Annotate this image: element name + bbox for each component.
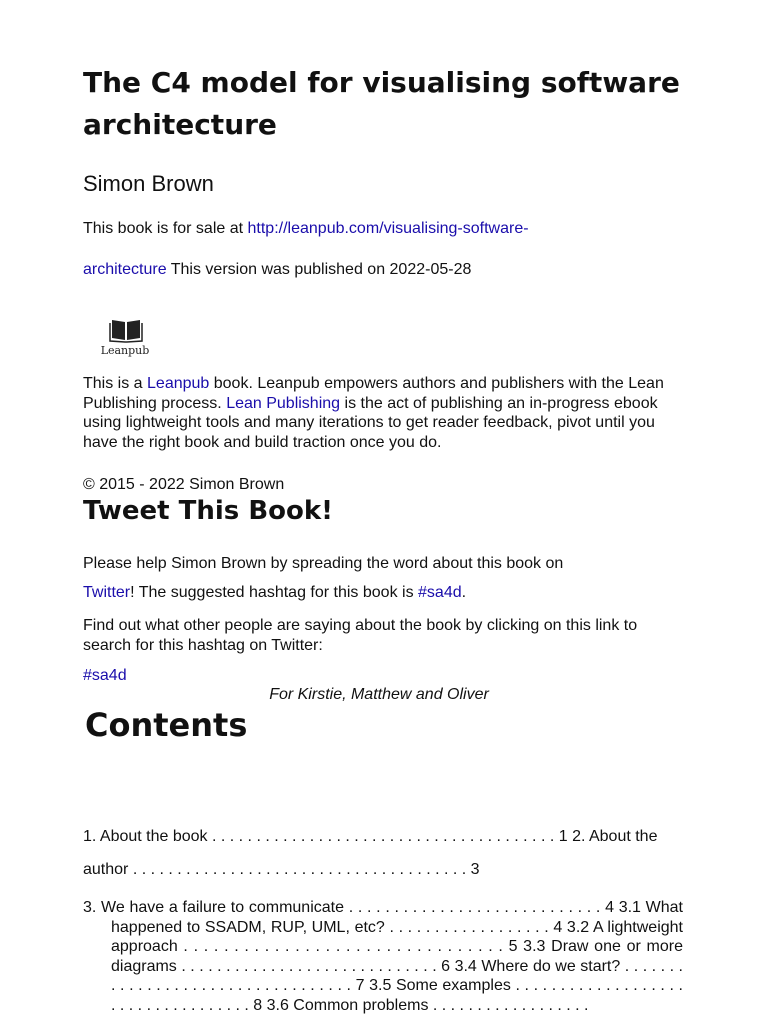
- toc-entry[interactable]: author . . . . . . . . . . . . . . . . . . . . . . . . . . . . . . . . . . . . . . 3: [83, 861, 480, 878]
- sale-url-link-continued[interactable]: architecture: [83, 261, 167, 278]
- logo-text: Leanpub: [100, 344, 150, 357]
- sale-info: [83, 220, 529, 238]
- leanpub-logo: [96, 316, 156, 362]
- tweet-line-continued: [83, 584, 466, 602]
- paragraph-text: is the act of publishing an in-progress ebook using lightweight tools and many iterations to get reader feedback, pivot until you have the right book and build traction once you do.: [83, 394, 658, 451]
- book-title: The C4 model for visualising software architecture: [83, 66, 680, 141]
- published-date: This version was published on 2022-05-28: [166, 261, 472, 278]
- tweet-heading: Tweet This Book!: [83, 496, 334, 526]
- copyright-notice: © 2015 - 2022 Simon Brown: [83, 476, 285, 493]
- contents-heading: Contents: [85, 706, 248, 744]
- sale-prefix: This book is for sale at: [83, 220, 248, 237]
- find-out-paragraph: Find out what other people are saying about the book by clicking on this link to search for this hashtag on Twitter:: [83, 617, 638, 654]
- twitter-link[interactable]: Twitter: [83, 584, 131, 601]
- book-icon: [96, 316, 156, 344]
- paragraph-text: book. Leanpub empowers authors and publishers with the Lean Publishing process.: [83, 375, 664, 412]
- dedication: For Kirstie, Matthew and Oliver: [269, 686, 489, 703]
- hashtag-link[interactable]: #sa4d: [418, 584, 462, 601]
- paragraph-text: This is a: [83, 375, 148, 392]
- toc-entry[interactable]: 1. About the book . . . . . . . . . . . . . . . . . . . . . . . . . . . . . . . . . . . . . . . 1 2. About the: [83, 828, 658, 845]
- leanpub-link[interactable]: Leanpub: [147, 375, 210, 392]
- author-name: Simon Brown: [83, 171, 214, 196]
- hashtag-search-link[interactable]: #sa4d: [83, 667, 127, 684]
- leanpub-paragraph: [83, 374, 683, 452]
- sale-info-continued: [83, 261, 471, 279]
- tweet-line: Please help Simon Brown by spreading the word about this book on: [83, 555, 564, 572]
- lean-publishing-link[interactable]: Lean Publishing: [226, 394, 341, 412]
- tweet-period: .: [461, 584, 467, 601]
- sale-url-link[interactable]: http://leanpub.com/visualising-software-: [247, 220, 529, 237]
- toc-entry[interactable]: 3. We have a failure to communicate . . . . . . . . . . . . . . . . . . . . . . . . . . . . 4 3.1 What happened to SSADM, RUP, UML, etc? . . . . . . . . . . . . . . . . . . 4 3.2 A lightweight approach . . . . . . . . . . . . . . . . . . . . . . . . . . . . . . . . 5 3.3 Draw one or more diagrams . . . . . . . . . . . . . . . . . . . . . . . . . . . . . 6 3.4 Where do we start? . . . . . . . . . . . . . . . . . . . . . . . . . . . . . . . . . . 7 3.5 Some examples . . . . . . . . . . . . . . . . . . . . . . . . . . . . . . . . . . . 8 3.6 Common problems . . . . . . . . . . . . . . . . . .: [83, 899, 683, 1014]
- tweet-text: ! The suggested hashtag for this book is: [130, 584, 419, 601]
